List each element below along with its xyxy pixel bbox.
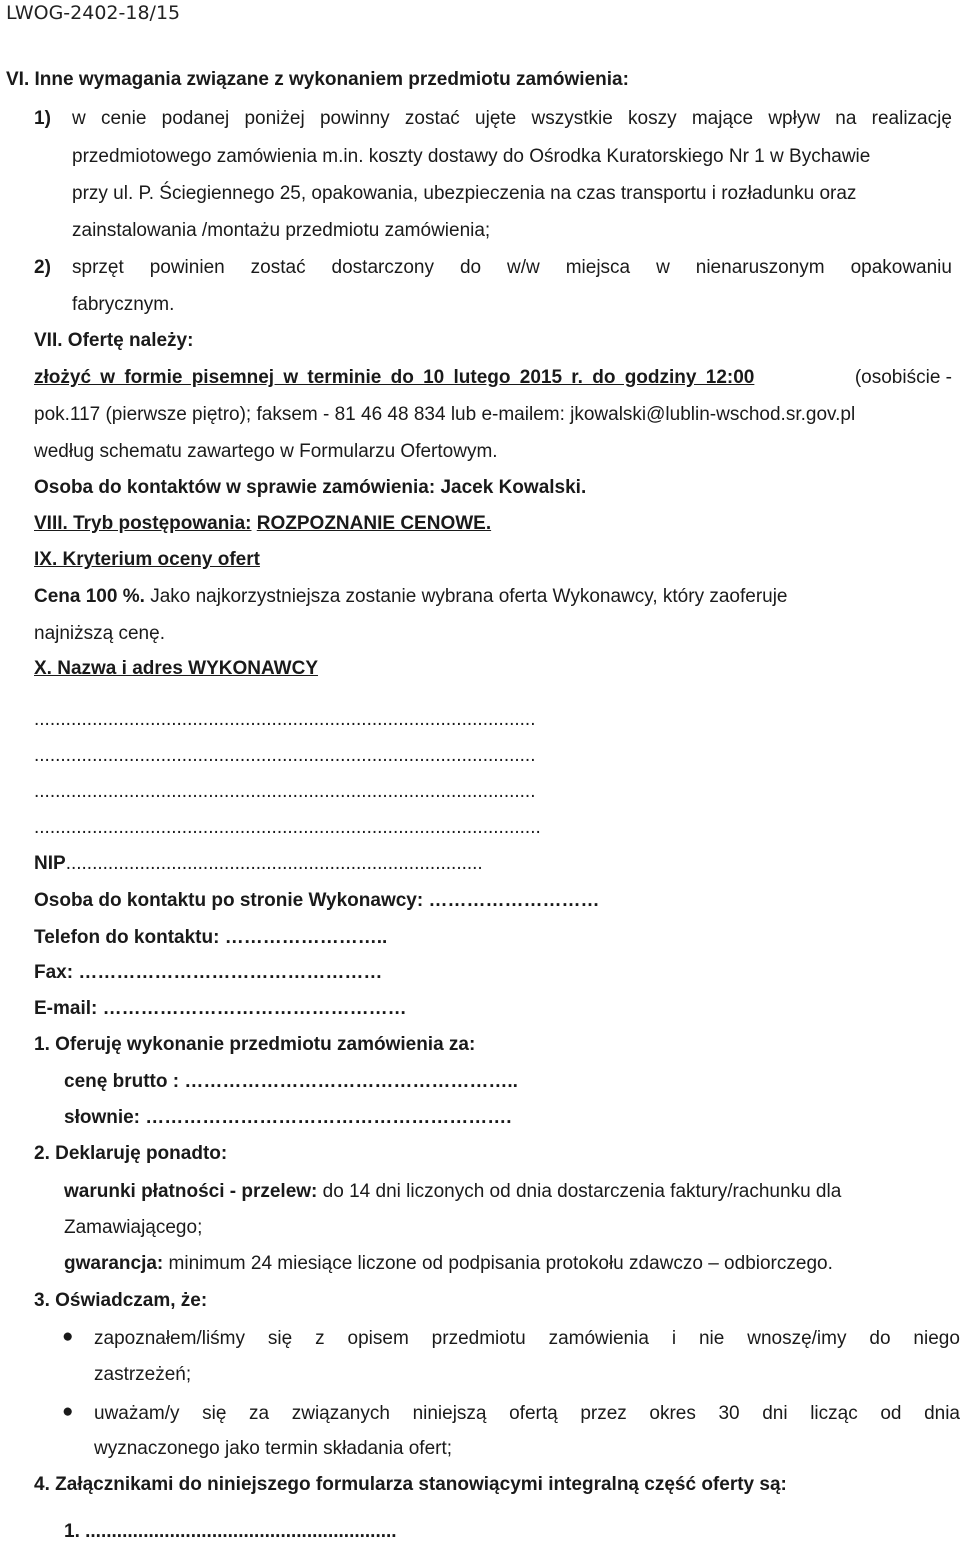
word: realizację bbox=[871, 108, 952, 129]
word: koszy bbox=[628, 108, 677, 129]
procedure-label: VIII. Tryb postępowania: bbox=[34, 513, 252, 534]
word: opisem bbox=[347, 1328, 409, 1349]
nip-label: NIP bbox=[34, 853, 66, 874]
item-1-number: 1) bbox=[34, 108, 51, 129]
word: niego bbox=[913, 1328, 960, 1349]
word: poniżej bbox=[244, 108, 305, 129]
offer-deadline-rest: (osobiście - bbox=[854, 367, 952, 388]
payment-terms-label: warunki płatności - przelew: bbox=[64, 1181, 318, 1202]
item-2-line-1 bbox=[72, 256, 952, 280]
word: przedmiotu bbox=[431, 1328, 526, 1349]
form-reference-line: według schematu zawartego w Formularzu Ofertowym. bbox=[34, 441, 498, 462]
declaration-2-line-1 bbox=[94, 1402, 960, 1426]
nip-dots: ............................................................................... bbox=[65, 853, 483, 874]
bullet-marker-2: ● bbox=[62, 1401, 74, 1422]
fax-line: Fax: ………………………………………… bbox=[34, 962, 383, 983]
nip-line bbox=[34, 852, 483, 876]
contractor-contact-line: Osoba do kontaktu po stronie Wykonawcy: ……………………… bbox=[34, 890, 600, 911]
section-viii-line bbox=[34, 512, 491, 536]
word: mające bbox=[691, 108, 754, 129]
offer-point-2: 2. Deklaruję ponadto: bbox=[34, 1143, 228, 1164]
price-criterion-text: Jako najkorzystniejsza zostanie wybrana oferta Wykonawcy, który zaoferuje bbox=[150, 586, 788, 607]
word: w bbox=[72, 108, 86, 129]
address-dots-3: ............................................................................................... bbox=[34, 781, 536, 802]
offer-deadline-bold: złożyć w formie pisemnej w terminie do 10 lutego 2015 r. do godziny 12:00 bbox=[34, 367, 755, 388]
word: zapoznałem/liśmy bbox=[94, 1328, 245, 1349]
warranty-text: minimum 24 miesiące liczone od podpisania protokołu zdawczo – odbiorczego. bbox=[168, 1253, 833, 1274]
word: dostarczony bbox=[331, 257, 434, 278]
word: powinny bbox=[319, 108, 390, 129]
email-line: E-mail: ………………………………………… bbox=[34, 998, 407, 1019]
item-1-line-2: przedmiotowego zamówienia m.in. koszty dostawy do Ośrodka Kuratorskiego Nr 1 w Bychawie bbox=[72, 146, 871, 167]
gross-price-line: cenę brutto : …………………………………………….. bbox=[64, 1071, 518, 1092]
item-1-line-4: zainstalowania /montażu przedmiotu zamówienia; bbox=[72, 220, 491, 241]
offer-point-3: 3. Oświadczam, że: bbox=[34, 1290, 208, 1311]
declaration-1-line-1 bbox=[94, 1327, 960, 1351]
word: ujęte bbox=[475, 108, 517, 129]
word: nienaruszonym bbox=[695, 257, 825, 278]
word: wnoszę/imy bbox=[747, 1328, 847, 1349]
word: za bbox=[249, 1403, 270, 1424]
word: miejsca bbox=[565, 257, 631, 278]
word: sprzęt bbox=[72, 257, 124, 278]
document-id-header: LWOG-2402-18/15 bbox=[6, 2, 181, 24]
offer-deadline-line bbox=[34, 366, 952, 390]
payment-terms-line-2: Zamawiającego; bbox=[64, 1217, 203, 1238]
word: się bbox=[267, 1328, 293, 1349]
word: niniejszą bbox=[412, 1403, 487, 1424]
item-1-line-1 bbox=[72, 107, 952, 131]
word: zostać bbox=[250, 257, 306, 278]
item-1-line-3: przy ul. P. Ściegiennego 25, opakowania, ubezpieczenia na czas transportu i rozładunku oraz bbox=[72, 183, 857, 204]
word: podanej bbox=[161, 108, 230, 129]
word: wpływ bbox=[768, 108, 821, 129]
word: powinien bbox=[149, 257, 225, 278]
in-words-line: słownie: …………………………………………………. bbox=[64, 1107, 512, 1128]
word: przez bbox=[580, 1403, 627, 1424]
section-ix-heading: IX. Kryterium oceny ofert bbox=[34, 549, 260, 570]
address-dots-1: ............................................................................................... bbox=[34, 709, 536, 730]
word: zostać bbox=[404, 108, 460, 129]
word: cenie bbox=[100, 108, 147, 129]
payment-terms-text: do 14 dni liczonych od dnia dostarczenia faktury/rachunku dla bbox=[322, 1181, 842, 1202]
price-criterion-line-2: najniższą cenę. bbox=[34, 623, 165, 644]
word: dni bbox=[762, 1403, 788, 1424]
word: okres bbox=[649, 1403, 696, 1424]
word: na bbox=[835, 108, 857, 129]
payment-terms-line bbox=[64, 1180, 841, 1204]
word: od bbox=[880, 1403, 902, 1424]
offer-point-4: 4. Załącznikami do niniejszego formularza stanowiącymi integralną część oferty są: bbox=[34, 1474, 787, 1495]
warranty-line bbox=[64, 1252, 833, 1276]
word: w bbox=[656, 257, 670, 278]
attachment-1-line: 1. ........................................................... bbox=[64, 1521, 397, 1542]
declaration-2-line-2: wyznaczonego jako termin składania ofert; bbox=[94, 1438, 453, 1459]
word: uważam/y bbox=[94, 1403, 180, 1424]
declaration-1-line-2: zastrzeżeń; bbox=[94, 1364, 192, 1385]
phone-line: Telefon do kontaktu: …………………….. bbox=[34, 927, 388, 948]
word: nie bbox=[698, 1328, 725, 1349]
word: się bbox=[202, 1403, 227, 1424]
word: licząc bbox=[810, 1403, 858, 1424]
word: wszystkie bbox=[531, 108, 613, 129]
word: i bbox=[671, 1328, 677, 1349]
section-x-heading: X. Nazwa i adres WYKONAWCY bbox=[34, 658, 319, 679]
bullet-marker-1: ● bbox=[62, 1326, 74, 1347]
section-vii-heading: VII. Ofertę należy: bbox=[34, 330, 194, 351]
address-dots-2: ............................................................................................... bbox=[34, 745, 536, 766]
word: w/w bbox=[507, 257, 540, 278]
word: związanych bbox=[291, 1403, 390, 1424]
offer-point-1: 1. Oferuję wykonanie przedmiotu zamówienia za: bbox=[34, 1034, 476, 1055]
item-2-line-2: fabrycznym. bbox=[72, 294, 175, 315]
word: 30 bbox=[718, 1403, 740, 1424]
word: zamówienia bbox=[548, 1328, 649, 1349]
word: opakowaniu bbox=[850, 257, 952, 278]
procedure-value: ROZPOZNANIE CENOWE. bbox=[256, 513, 492, 534]
address-dots-4: ................................................................................................ bbox=[34, 817, 541, 838]
word: do bbox=[869, 1328, 891, 1349]
price-weight: Cena 100 %. bbox=[34, 586, 145, 607]
word: ofertą bbox=[509, 1403, 558, 1424]
word: do bbox=[459, 257, 482, 278]
contact-person-line: Osoba do kontaktów w sprawie zamówienia: Jacek Kowalski. bbox=[34, 477, 587, 498]
word: dnia bbox=[924, 1403, 960, 1424]
price-criterion-line bbox=[34, 585, 788, 609]
warranty-label: gwarancja: bbox=[64, 1253, 164, 1274]
item-2-number: 2) bbox=[34, 257, 51, 278]
section-vi-heading: VI. Inne wymagania związane z wykonaniem przedmiotu zamówienia: bbox=[6, 69, 629, 90]
submission-methods-line: pok.117 (pierwsze piętro); faksem - 81 46 48 834 lub e-mailem: jkowalski@lublin-wschod.sr.gov.pl bbox=[34, 404, 856, 425]
word: z bbox=[315, 1328, 325, 1349]
